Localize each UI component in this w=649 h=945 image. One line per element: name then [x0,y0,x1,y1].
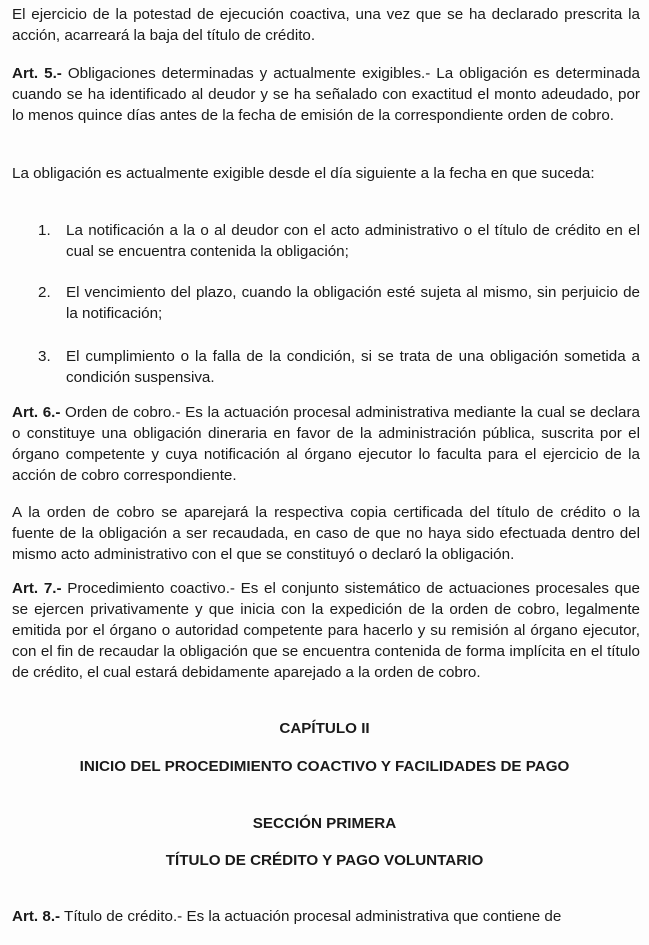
list-item-number: 2. [38,284,51,301]
chapter-title: INICIO DEL PROCEDIMIENTO COACTIVO Y FACILIDADES DE PAGO [79,758,570,775]
list-item [38,346,640,388]
list-item-text: La notificación a la o al deudor con el acto administrativo o el título de crédito en el cual se encuentra contenida la obligación; [66,222,640,260]
article-6 [12,402,640,486]
article-7-label: Art. 7.- [12,580,62,597]
article-8-text: Título de crédito.- Es la actuación procesal administrativa que contiene de [60,908,562,925]
article-5 [12,63,640,126]
article-6-label: Art. 6.- [12,404,61,421]
section-heading: SECCIÓN PRIMERA [252,815,397,832]
article-7-text: Procedimiento coactivo.- Es el conjunto sistemático de actuaciones procesales que se ejercen privativamente y que inicia con la expedición de la orden de cobro, legalmente emitida por el órgano o autoridad competente para hacerlo y su remisión al órgano ejecutor, con el fin de recaudar la obligación que se encuentra contenida de forma implícita en el título de crédito, el cual estará debidamente aparejado a la orden de cobro. [12,580,640,681]
list-item [38,220,640,262]
article-7 [12,578,640,683]
list-item-text: El vencimiento del plazo, cuando la obligación esté sujeta al mismo, sin perjuicio de la notificación; [66,284,640,322]
list-item-number: 1. [38,222,51,239]
paragraph-exigible: La obligación es actualmente exigible desde el día siguiente a la fecha en que suceda: [12,165,595,182]
article-8 [12,906,640,927]
section-title: TÍTULO DE CRÉDITO Y PAGO VOLUNTARIO [165,852,484,869]
paragraph-intro: El ejercicio de la potestad de ejecución coactiva, una vez que se ha declarado prescrita la acción, acarreará la baja del título de crédito. [12,6,640,44]
list-item [38,282,640,324]
article-5-label: Art. 5.- [12,65,62,82]
article-8-label: Art. 8.- [12,908,61,925]
chapter-heading: CAPÍTULO II [279,720,370,737]
article-6-text: Orden de cobro.- Es la actuación procesal administrativa mediante la cual se declara o constituye una obligación dineraria en favor de la administración pública, suscrita por el órgano competente y cuya notificación al órgano ejecutor lo faculta para el ejercicio de la acción de cobro correspondiente. [12,404,640,484]
list-item-text: El cumplimiento o la falla de la condición, si se trata de una obligación sometida a condición suspensiva. [66,348,640,386]
list-item-number: 3. [38,348,51,365]
paragraph-orden: A la orden de cobro se aparejará la respectiva copia certificada del título de crédito o la fuente de la obligación a ser recaudada, en caso de que no haya sido efectuada dentro del mismo acto administrativo con el que se constituyó o declaró la obligación. [12,504,640,563]
article-5-text: Obligaciones determinadas y actualmente exigibles.- La obligación es determinada cuando se ha identificado al deudor y se ha señalado con exactitud el monto adeudado, por lo menos quince días antes de la fecha de emisión de la correspondiente orden de cobro. [12,65,641,124]
